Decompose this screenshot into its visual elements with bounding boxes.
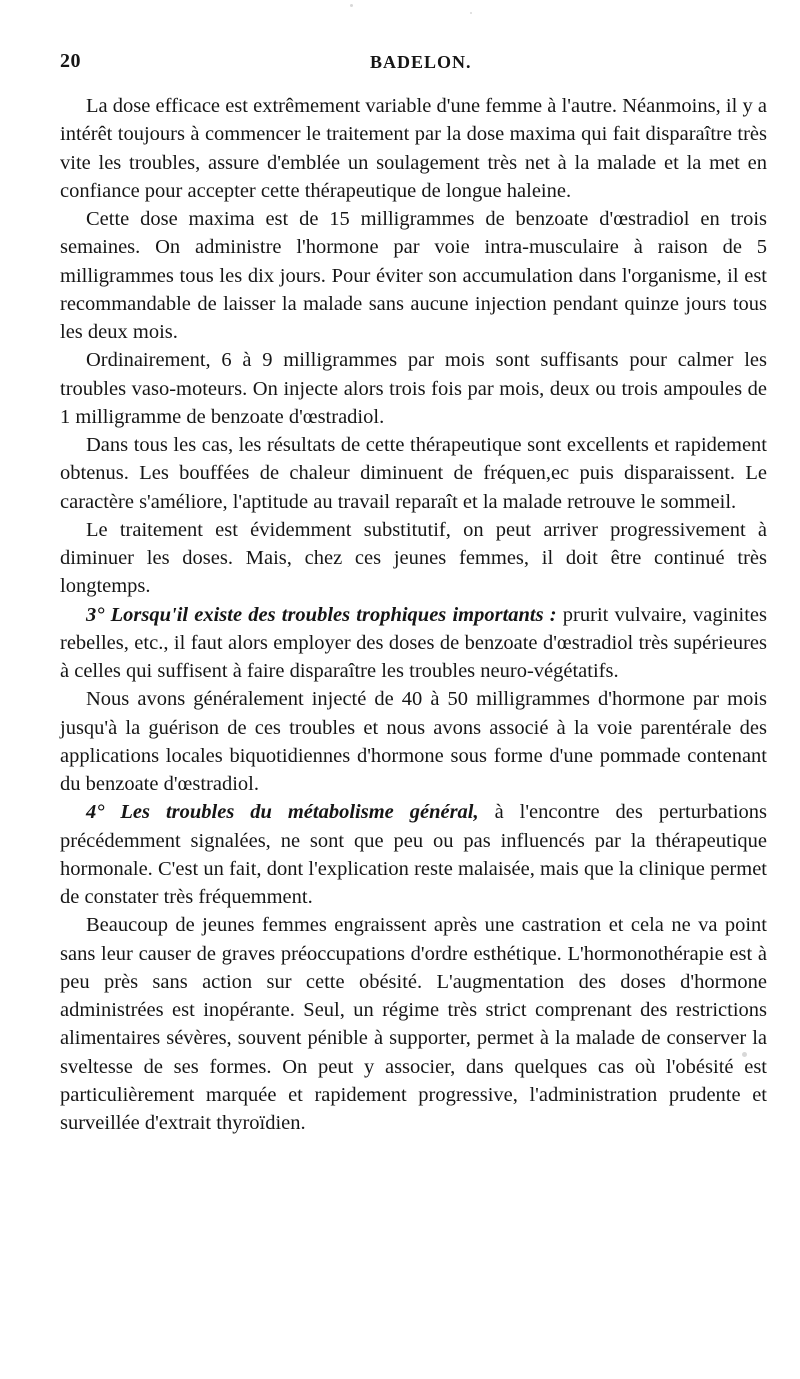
section-lead-metabolism: 4° Les troubles du métabolisme général, bbox=[86, 801, 479, 824]
paragraph-trophic-troubles: 3° Lorsqu'il existe des troubles trophiques importants : prurit vulvaire, vaginites rebelles, etc., il faut alors employer des doses de benzoate d'œstradiol très supérieures à celles qui suffisent à faire disparaître les troubles neuro-végétatifs. bbox=[60, 603, 767, 682]
paragraph-obesity: Beaucoup de jeunes femmes engraissent après une castration et cela ne va point sans leur causer de graves préoccupations d'ordre esthétique. L'hormonothérapie est à peu près sans action sur cette obésité. L'augmentation des doses d'hormone administrées est inopérante. Seul, un régime très strict comprenant des restrictions alimentaires sévères, souvent pénible à supporter, permet à la malade de conserver la sveltesse de ses formes. On peut y associer, dans quelques cas où l'obésité est particulièrement marquée et rapidement progressive, l'administration prudente et surveillée d'extrait thyroïdien. bbox=[60, 914, 767, 1134]
paragraph-dose-variable: La dose efficace est extrêmement variable d'une femme à l'autre. Néanmoins, il y a intérêt toujours à commencer le traitement par la dose maxima qui fait disparaître très vite les troubles, assure d'emblée un soulagement très net à la malade et la met en confiance pour accepter cette thérapeutique de longue haleine. bbox=[60, 95, 767, 202]
page-header bbox=[60, 50, 765, 80]
body-text bbox=[60, 92, 767, 1137]
running-head: BADELON. bbox=[370, 52, 472, 72]
paragraph-substitutive-treatment: Le traitement est évidemment substitutif, on peut arriver progressivement à diminuer les doses. Mais, chez ces jeunes femmes, il doit être continué très longtemps. bbox=[60, 518, 767, 598]
paragraph-results: Dans tous les cas, les résultats de cette thérapeutique sont excellents et rapidement obtenus. Les bouffées de chaleur diminuent de fréquen,ec puis disparaissent. Le caractère s'améliore, l'aptitude au travail reparaît et la malade retrouve le sommeil. bbox=[60, 434, 767, 513]
paragraph-metabolism: 4° Les troubles du métabolisme général, à l'encontre des perturbations précédemment signalées, ne sont que peu ou pas influencés par la thérapeutique hormonale. C'est un fait, dont l'explication reste malaisée, mais que la clinique permet de constater très fréquemment. bbox=[60, 801, 767, 908]
page-number: 20 bbox=[60, 50, 81, 72]
paragraph-injection-dosage: Nous avons généralement injecté de 40 à 50 milligrammes d'hormone par mois jusqu'à la guérison de ces troubles et nous avons associé à la voie parentérale des applications locales biquotidiennes d'hormone sous forme d'une pommade contenant du benzoate d'œstradiol. bbox=[60, 688, 767, 795]
section-lead-trophic: 3° Lorsqu'il existe des troubles trophiques importants : bbox=[86, 603, 557, 626]
paper-speck bbox=[470, 12, 472, 14]
paragraph-ordinary-dose: Ordinairement, 6 à 9 milligrammes par mois sont suffisants pour calmer les troubles vaso-moteurs. On injecte alors trois fois par mois, deux ou trois ampoules de 1 milligramme de benzoate d'œstradiol. bbox=[60, 349, 767, 428]
paragraph-dose-maxima: Cette dose maxima est de 15 milligrammes de benzoate d'œstradiol en trois semaines. On administre l'hormone par voie intra-musculaire à raison de 5 milligrammes tous les dix jours. Pour éviter son accumulation dans l'organisme, il est recommandable de laisser la malade sans aucune injection pendant quinze jours tous les deux mois. bbox=[60, 208, 767, 343]
paper-speck bbox=[350, 4, 353, 7]
